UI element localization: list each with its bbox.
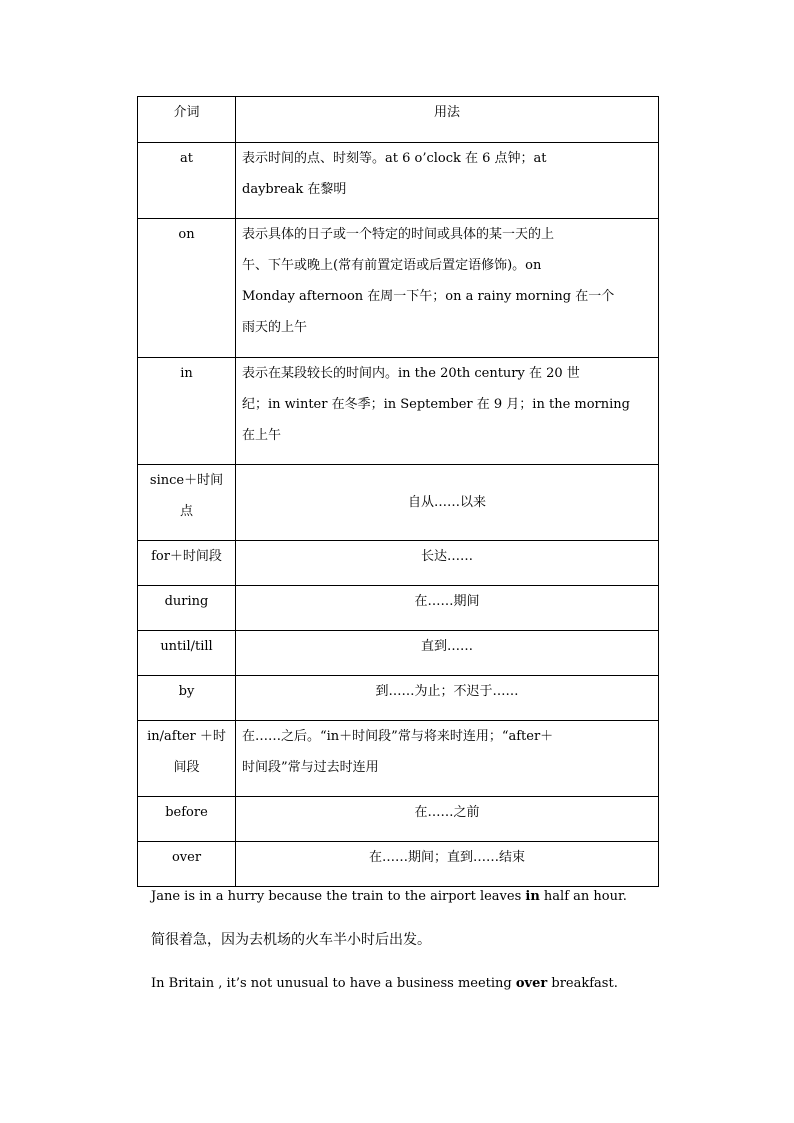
prep-line: by xyxy=(178,684,195,699)
table-row xyxy=(138,842,659,887)
usage-line: 时间段”常与过去时连用 xyxy=(242,760,379,775)
prep-line: in/after ＋时 xyxy=(147,729,226,744)
example-text: In Britain , it’s not unusual to have a business meeting xyxy=(151,976,516,991)
prep-line: at xyxy=(180,151,193,166)
usage-line: 表示时间的点、时刻等。at 6 o’clock 在 6 点钟；at xyxy=(242,151,547,166)
table-row xyxy=(138,219,659,358)
usage-line: 在上午 xyxy=(242,428,282,443)
preposition-usage-table xyxy=(137,96,659,887)
example-translation-1: 简很着急，因为去机场的火车半小时后出发。 xyxy=(151,932,431,948)
row-usage xyxy=(236,219,659,358)
header-preposition: 介词 xyxy=(138,97,236,143)
prep-line: on xyxy=(178,227,195,242)
row-usage xyxy=(236,541,659,586)
usage-line: 长达…… xyxy=(420,549,473,564)
usage-line: 在……期间 xyxy=(414,594,480,609)
row-usage xyxy=(236,143,659,219)
table-row xyxy=(138,358,659,465)
row-preposition xyxy=(138,842,236,887)
row-preposition xyxy=(138,541,236,586)
table-row xyxy=(138,797,659,842)
table-row xyxy=(138,721,659,797)
table-header-row xyxy=(138,97,659,143)
usage-line: 在……之前 xyxy=(414,805,480,820)
prep-line: before xyxy=(165,805,208,820)
prep-line: until/till xyxy=(160,639,213,654)
usage-line: 在……之后。“in＋时间段”常与将来时连用；“after＋ xyxy=(242,729,554,744)
prep-line: for＋时间段 xyxy=(151,549,222,564)
row-usage xyxy=(236,586,659,631)
usage-line: 表示具体的日子或一个特定的时间或具体的某一天的上 xyxy=(242,227,555,242)
row-usage xyxy=(236,842,659,887)
example-text: Jane is in a hurry because the train to the airport leaves xyxy=(151,889,526,904)
usage-line: 纪；in winter 在冬季；in September 在 9 月；in the morning xyxy=(242,397,630,412)
example-sentence-2 xyxy=(151,974,618,994)
row-preposition xyxy=(138,586,236,631)
usage-line: Monday afternoon 在周一下午；on a rainy morning 在一个 xyxy=(242,289,615,304)
prep-line: during xyxy=(164,594,209,609)
row-preposition xyxy=(138,219,236,358)
row-preposition xyxy=(138,143,236,219)
example-keyword: in xyxy=(525,889,540,904)
example-text: half an hour. xyxy=(539,889,627,904)
usage-line: 自从……以来 xyxy=(407,495,486,510)
prep-line: over xyxy=(171,850,202,865)
table-row xyxy=(138,465,659,541)
row-preposition xyxy=(138,797,236,842)
table-row xyxy=(138,143,659,219)
usage-line: 表示在某段较长的时间内。in the 20th century 在 20 世 xyxy=(242,366,580,381)
row-preposition xyxy=(138,631,236,676)
row-usage xyxy=(236,797,659,842)
table-row xyxy=(138,541,659,586)
row-preposition xyxy=(138,465,236,541)
usage-line: 直到…… xyxy=(420,639,473,654)
prep-line: in xyxy=(180,366,193,381)
example-keyword: over xyxy=(515,976,548,991)
prep-line: 间段 xyxy=(173,760,200,775)
row-preposition xyxy=(138,358,236,465)
prep-line: 点 xyxy=(179,504,193,519)
usage-line: daybreak 在黎明 xyxy=(242,182,347,197)
table-row xyxy=(138,586,659,631)
row-preposition xyxy=(138,676,236,721)
row-usage xyxy=(236,465,659,541)
table-row xyxy=(138,631,659,676)
usage-line: 午、下午或晚上(常有前置定语或后置定语修饰)。on xyxy=(242,258,542,273)
example-sentence-1 xyxy=(151,887,627,907)
row-usage xyxy=(236,721,659,797)
usage-line: 雨天的上午 xyxy=(242,320,308,335)
header-usage: 用法 xyxy=(236,97,659,143)
row-usage xyxy=(236,358,659,465)
row-preposition xyxy=(138,721,236,797)
usage-line: 到……为止；不迟于…… xyxy=(375,684,519,699)
row-usage xyxy=(236,631,659,676)
example-text: breakfast. xyxy=(547,976,618,991)
row-usage xyxy=(236,676,659,721)
usage-line: 在……期间；直到……结束 xyxy=(368,850,525,865)
prep-line: since＋时间 xyxy=(149,473,224,488)
table-row xyxy=(138,676,659,721)
